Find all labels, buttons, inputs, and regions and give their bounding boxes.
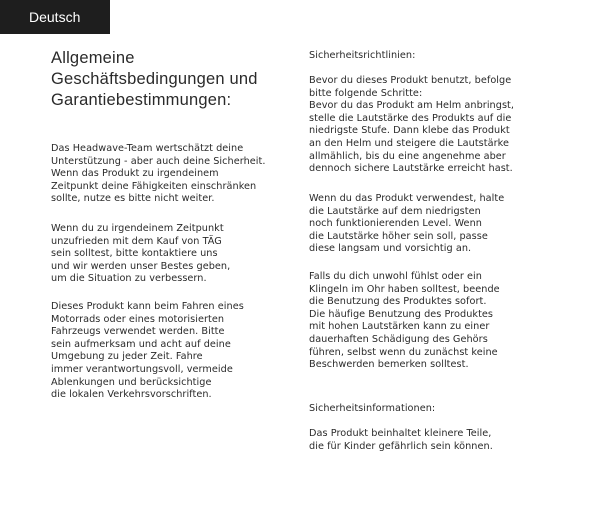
hearing-warning-paragraph: Falls du dich unwohl fühlst oder ein Klingeln im Ohr haben solltest, beende die Benutzung des Produktes sofort. Die häufige Benutzung des Produktes mit hohen Lautstärken kann zu einer dauerhaften Schädigung des Gehörs führen, selbst wenn du zunächst keine Beschwerden bemerken solltest. xyxy=(309,271,500,371)
safety-steps-paragraph: Bevor du dieses Produkt benutzt, befolge bitte folgende Schritte: Bevor du das Produkt am Helm anbringst, stelle die Lautstärke des Produkts auf die niedrigste Stufe. Dann klebe das Produkt an den Helm und steigere die Lautstärke allmählich, bis du eine angenehme aber dennoch sichere Lautstärke erreicht hast. xyxy=(309,75,515,175)
language-tab: Deutsch xyxy=(0,0,110,34)
intro-paragraph: Das Headwave-Team wertschätzt deine Unterstützung - aber auch deine Sicherheit. Wenn das Produkt zu irgendeinem Zeitpunkt deine Fähigkeiten einschränken sollte, nutze es bitte nicht weiter. xyxy=(51,143,266,205)
safety-guidelines-heading: Sicherheitsrichtlinien: xyxy=(309,50,416,61)
document-title: Allgemeine Geschäftsbedingungen und Garantiebestimmungen: xyxy=(51,49,258,109)
dissatisfaction-paragraph: Wenn du zu irgendeinem Zeitpunkt unzufrieden mit dem Kauf von TÄG sein solltest, bitte kontaktiere uns und wir werden unser Bestes geben, um die Situation zu verbessern. xyxy=(51,223,231,285)
small-parts-paragraph: Das Produkt beinhaltet kleinere Teile, die für Kinder gefährlich sein können. xyxy=(309,428,493,452)
volume-paragraph: Wenn du das Produkt verwendest, halte die Lautstärke auf dem niedrigsten noch funktionierenden Level. Wenn die Lautstärke höher sein soll, passe diese langsam und vorsichtig an. xyxy=(309,193,505,255)
driving-paragraph: Dieses Produkt kann beim Fahren eines Motorrads oder eines motorisierten Fahrzeugs verwendet werden. Bitte sein aufmerksam und acht auf deine Umgebung zu jeder Zeit. Fahre immer verantwortungsvoll, vermeide Ablenkungen und berücksichtige die lokalen Verkehrsvorschriften. xyxy=(51,301,244,401)
safety-information-heading: Sicherheitsinformationen: xyxy=(309,403,436,414)
